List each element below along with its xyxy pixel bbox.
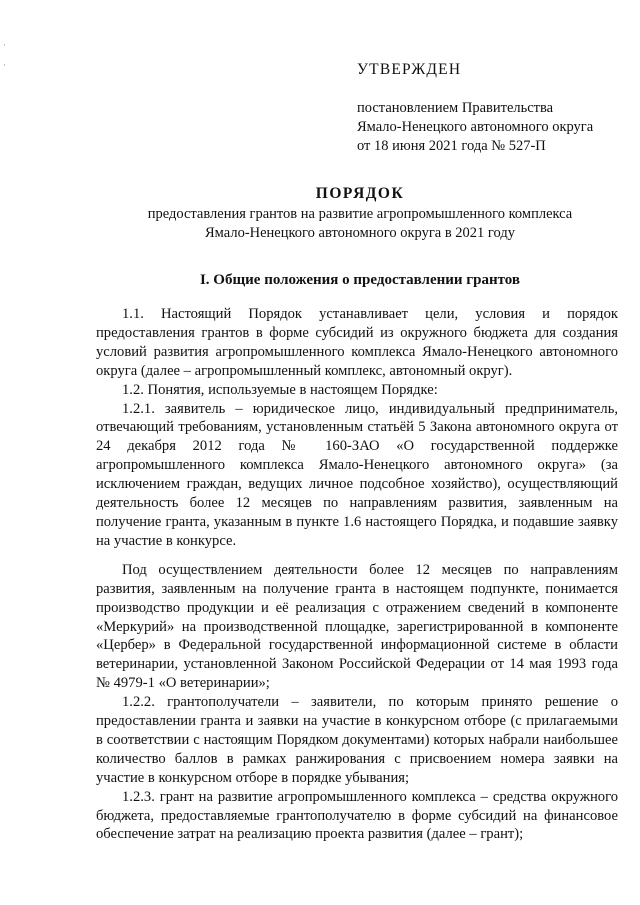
- document-subtitle-line: предоставления грантов на развитие агропромышленного комплекса: [147, 206, 573, 222]
- approval-heading: УТВЕРЖДЕН: [357, 61, 462, 78]
- paragraph: 1.2.3. грант на развитие агропромышленного комплекса – средства окружного бюджета, предоставляемые грантополучателю в форме субсидий на финансовое обеспечение затрат на реализацию проекта развития (далее – грант);: [96, 788, 618, 843]
- section-heading: I. Общие положения о предоставлении грантов: [199, 272, 521, 288]
- document-body: [96, 305, 618, 844]
- approval-line: Ямало-Ненецкого автономного округа: [357, 119, 594, 135]
- paragraph: 1.1. Настоящий Порядок устанавливает цели, условия и порядок предоставления грантов в форме субсидий из окружного бюджета для создания условий развития агропромышленного комплекса Ямало-Ненецкого автономного округа (далее – агропромышленный комплекс, автономный округ).: [96, 306, 618, 379]
- approval-line: постановлением Правительства: [357, 100, 554, 116]
- scan-mark: ·: [3, 40, 6, 50]
- approval-line: от 18 июня 2021 года № 527-П: [357, 138, 546, 154]
- paragraph: 1.2. Понятия, используемые в настоящем Порядке:: [122, 381, 438, 398]
- paragraph: 1.2.2. грантополучатели – заявители, по которым принято решение о предоставлении гранта и заявки на участие в конкурсном отборе (с прилагаемыми в соответствии с настоящим Порядком документами) которых набрали наибольшее количество баллов в рамках ранжирования с присвоением номера заявки на участие в конкурсном отборе в порядке убывания;: [96, 694, 618, 786]
- approval-stamp: [357, 60, 627, 156]
- paragraph: 1.2.1. заявитель – юридическое лицо, индивидуальный предприниматель, отвечающий требованиям, установленным статьёй 5 Закона автономного округа от 24 декабря 2012 года № 160-ЗАО «О государственной поддержке агропромышленного комплекса Ямало-Ненецкого автономного округа» (за исключением граждан, ведущих личное подсобное хозяйство), осуществляющий деятельность более 12 месяцев по направлениям развития, заявленным на получение гранта, указанным в пункте 1.6 настоящего Порядка, и подавшие заявку на участие в конкурсе.: [96, 400, 618, 549]
- paragraph: Под осуществлением деятельности более 12 месяцев по направлениям развития, заявленным на получение гранта в настоящем подпункте, понимается производство продукции и её реализация с отражением сведений в компоненте «Меркурий» на производственной площадке, зарегистрированной в компоненте «Цербер» в Федеральной государственной информационной системе в области ветеринарии, установленной Законом Российской Федерации от 14 мая 1993 года № 4979-1 «О ветеринарии»;: [96, 561, 618, 692]
- scan-mark: ·: [3, 60, 6, 70]
- document-subtitle-line: Ямало-Ненецкого автономного округа в 2021 году: [205, 225, 515, 241]
- document-title-block: [100, 183, 620, 243]
- document-title: ПОРЯДОК: [315, 185, 405, 202]
